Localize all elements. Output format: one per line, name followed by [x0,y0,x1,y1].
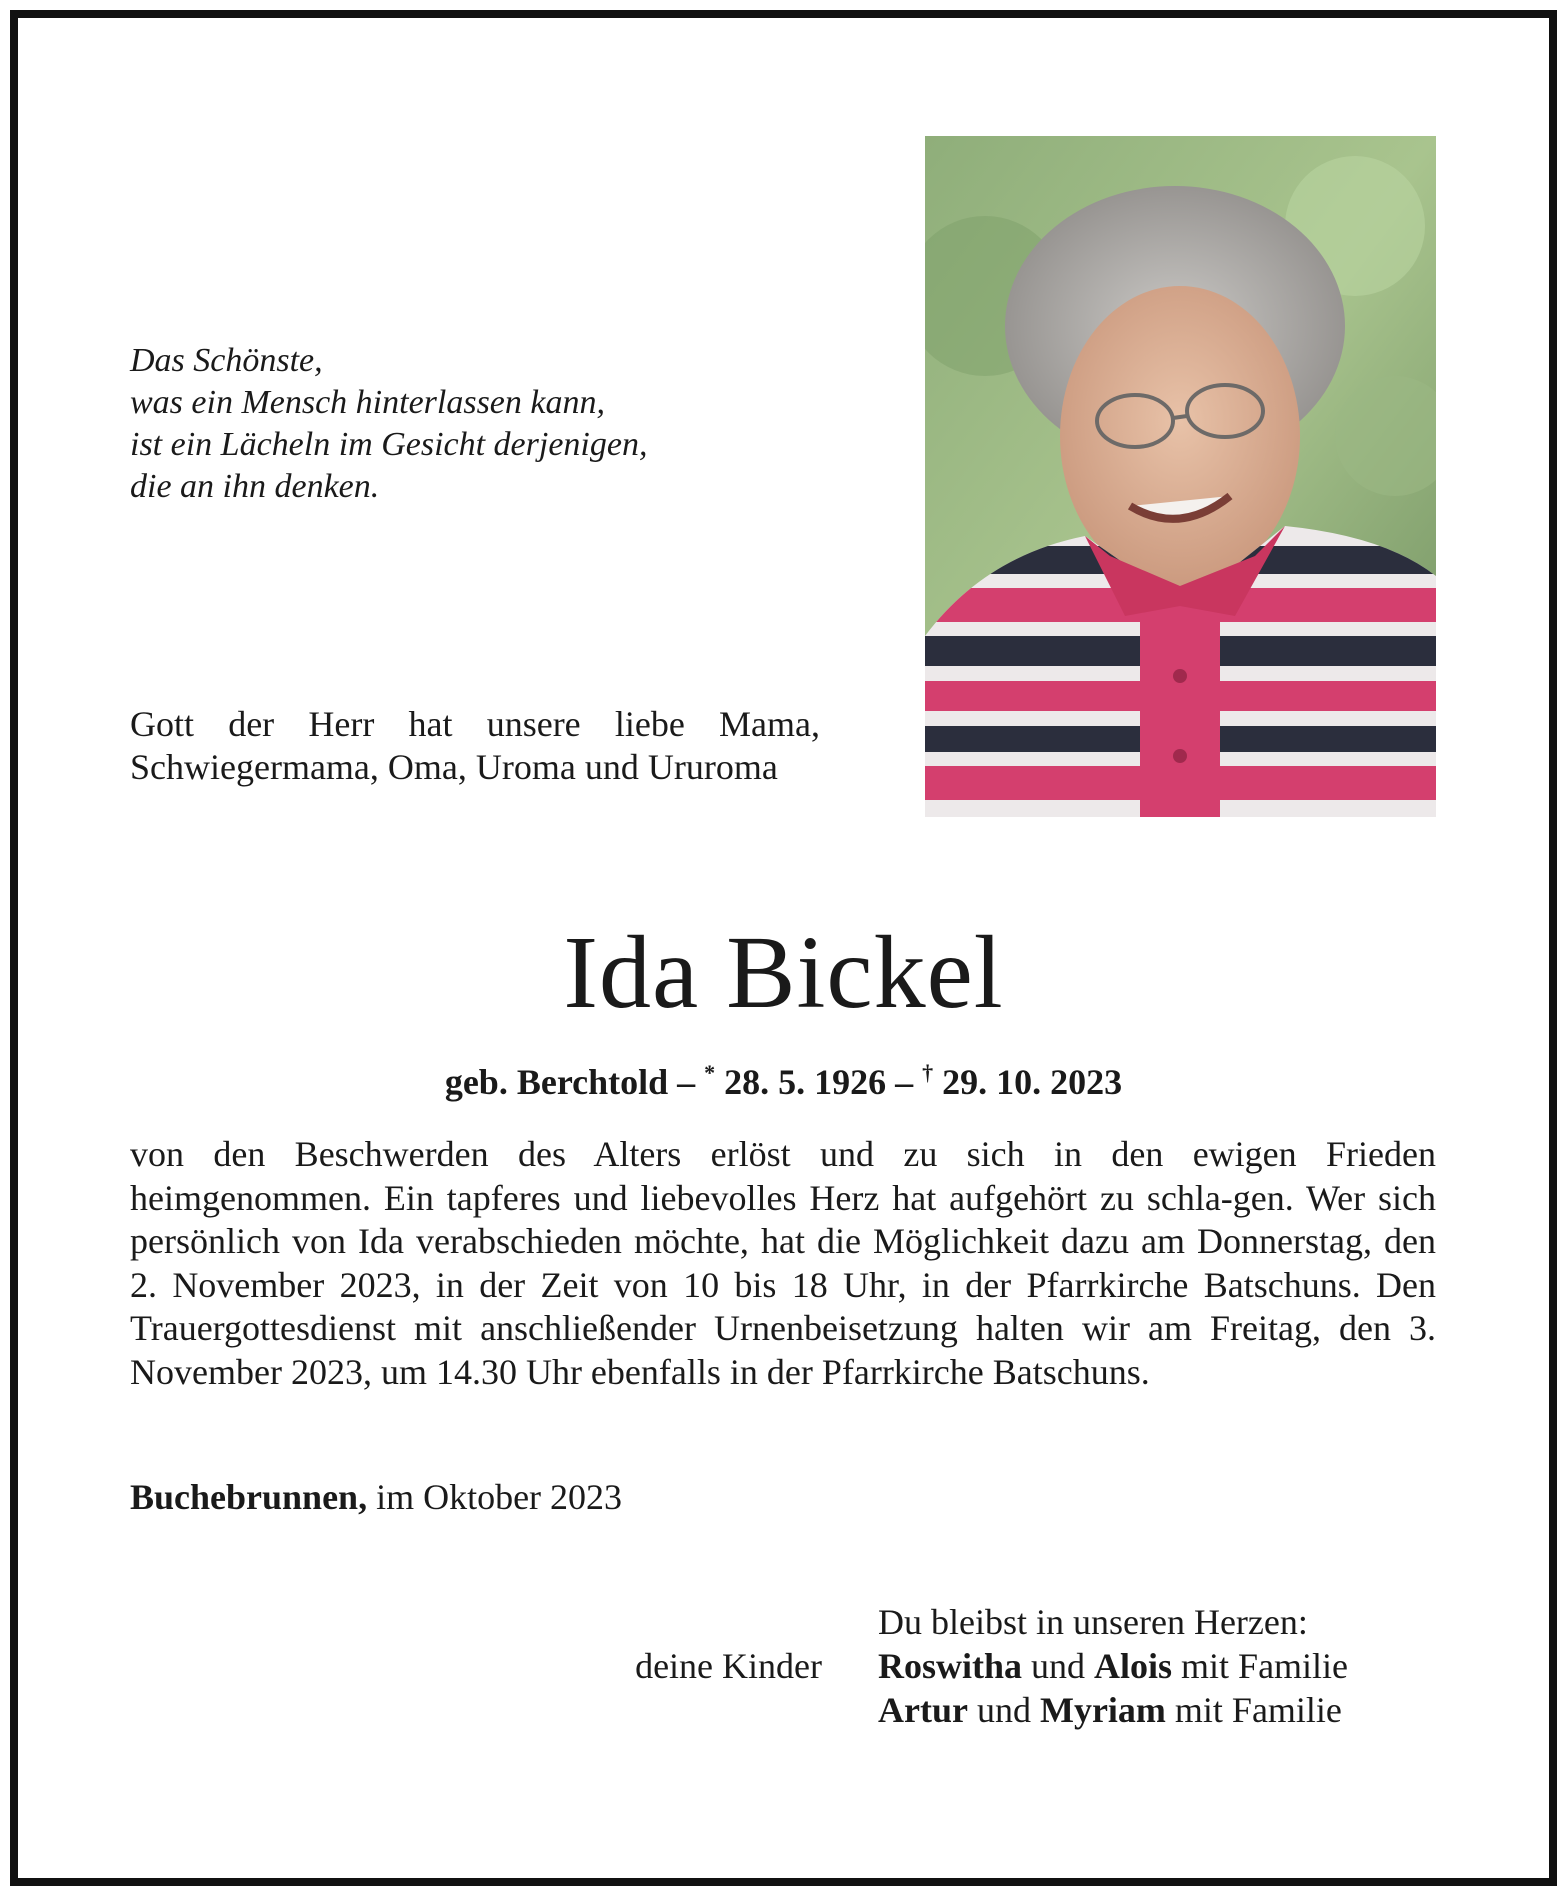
place-and-date [130,1476,622,1519]
dash-separator: – [895,1062,914,1102]
family-member-name: Myriam [1039,1690,1166,1730]
place-date: im Oktober 2023 [376,1477,623,1517]
kinder-label: deine Kinder [635,1646,822,1686]
life-dates [18,1051,1549,1104]
birth-date: 28. 5. 1926 [724,1062,887,1102]
conjunction: und [976,1690,1031,1730]
family-suffix: mit Familie [1181,1646,1349,1686]
obituary-frame [10,10,1557,1886]
announcement-body: von den Beschwerden des Alters erlöst und zu sich in den ewigen Frieden heimgenommen. Ein tapferes und liebevolles Herz hat aufgehört zu schla-gen. Wer sich persönlich von Ida verabschieden möchte, hat die Möglichkeit dazu am Donnerstag, den 2. November 2023, in der Zeit von 10 bis 18 Uhr, in der Pfarrkirche Batschuns. Den Trauergottesdienst mit anschließender Urnenbeisetzung halten wir am Freitag, den 3. November 2023, um 14.30 Uhr ebenfalls in der Pfarrkirche Batschuns. [130,1134,1436,1392]
deceased-name: Ida Bickel [563,915,1004,1030]
birth-name: geb. Berchtold [444,1062,669,1102]
family-member-name: Alois [1094,1646,1173,1686]
birth-star-icon: * [704,1060,716,1085]
memorial-quote [130,340,830,508]
family-suffix: mit Familie [1174,1690,1342,1730]
quote-line: die an ihn denken. [130,468,380,505]
family-row [878,1644,1348,1688]
portrait-illustration [925,136,1436,817]
quote-line: Das Schönste, [130,342,323,379]
family-row [878,1688,1342,1732]
quote-line: ist ein Lächeln im Gesicht derjenigen, [130,426,648,463]
family-member-name: Roswitha [878,1646,1023,1686]
family-member-name: Artur [878,1690,968,1730]
dash-separator: – [677,1062,696,1102]
family-signature [130,1600,1436,1732]
quote-line: was ein Mensch hinterlassen kann, [130,384,605,421]
death-date: 29. 10. 2023 [942,1062,1123,1102]
portrait-photo [925,136,1436,817]
death-cross-icon: † [922,1060,934,1085]
place-town: Buchebrunnen, [130,1477,368,1517]
intro-text: Gott der Herr hat unsere liebe Mama, Schwiegermama, Oma, Uroma und Ururoma [130,704,820,787]
conjunction: und [1031,1646,1086,1686]
closing-heading: Du bleibst in unseren Herzen: [878,1602,1308,1642]
